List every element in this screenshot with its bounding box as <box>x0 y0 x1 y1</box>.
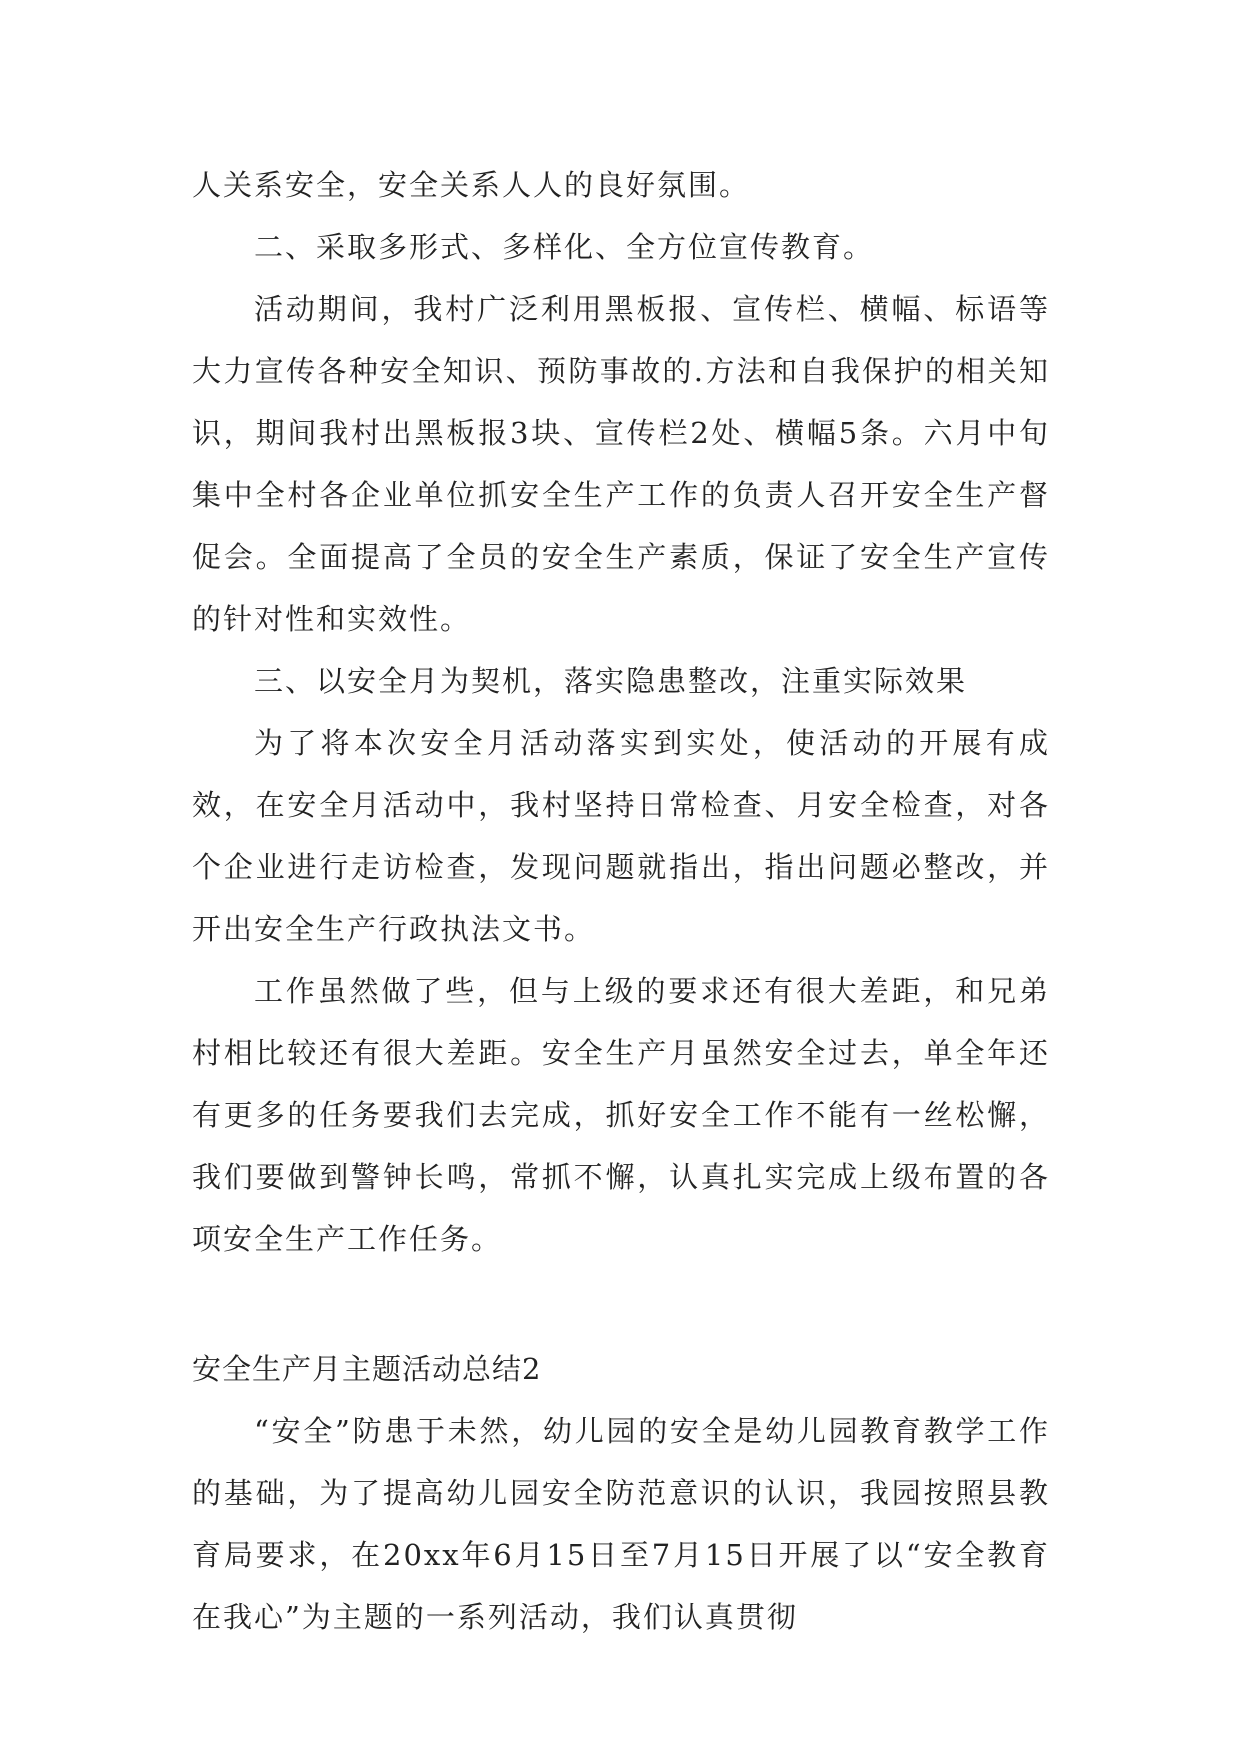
paragraph-continuation: 人关系安全，安全关系人人的良好氛围。 <box>192 168 751 202</box>
section-heading-three: 三、以安全月为契机，落实隐患整改，注重实际效果 <box>254 664 968 698</box>
paragraph-conclusion: 工作虽然做了些，但与上级的要求还有很大差距，和兄弟村相比较还有很大差距。安全生产月虽然安全过去，单全年还有更多的任务要我们去完成，抓好安全工作不能有一丝松懈，我们要做到警钟长鸣，常抓不懈，认真扎实完成上级布置的各项安全生产工作任务。 <box>192 974 1050 1256</box>
section-heading-two: 二、采取多形式、多样化、全方位宣传教育。 <box>254 230 875 264</box>
paragraph-inspection: 为了将本次安全月活动落实到实处，使活动的开展有成效，在安全月活动中，我村坚持日常检查、月安全检查，对各个企业进行走访检查，发现问题就指出，指出问题必整改，并开出安全生产行政执法文书。 <box>192 726 1050 946</box>
document-body <box>192 154 1050 1648</box>
paragraph-kindergarten-intro: “安全”防患于未然，幼儿园的安全是幼儿园教育教学工作的基础，为了提高幼儿园安全防范意识的认识，我园按照县教育局要求，在20xx年6月15日至7月15日开展了以“安全教育在我心”为主题的一系列活动，我们认真贯彻 <box>192 1414 1050 1634</box>
paragraph-publicity: 活动期间，我村广泛利用黑板报、宣传栏、横幅、标语等大力宣传各种安全知识、预防事故的.方法和自我保护的相关知识，期间我村出黑板报3块、宣传栏2处、横幅5条。六月中旬集中全村各企业单位抓安全生产工作的负责人召开安全生产督促会。全面提高了全员的安全生产素质，保证了安全生产宣传的针对性和实效性。 <box>192 292 1050 636</box>
document-title-2: 安全生产月主题活动总结2 <box>192 1352 542 1386</box>
